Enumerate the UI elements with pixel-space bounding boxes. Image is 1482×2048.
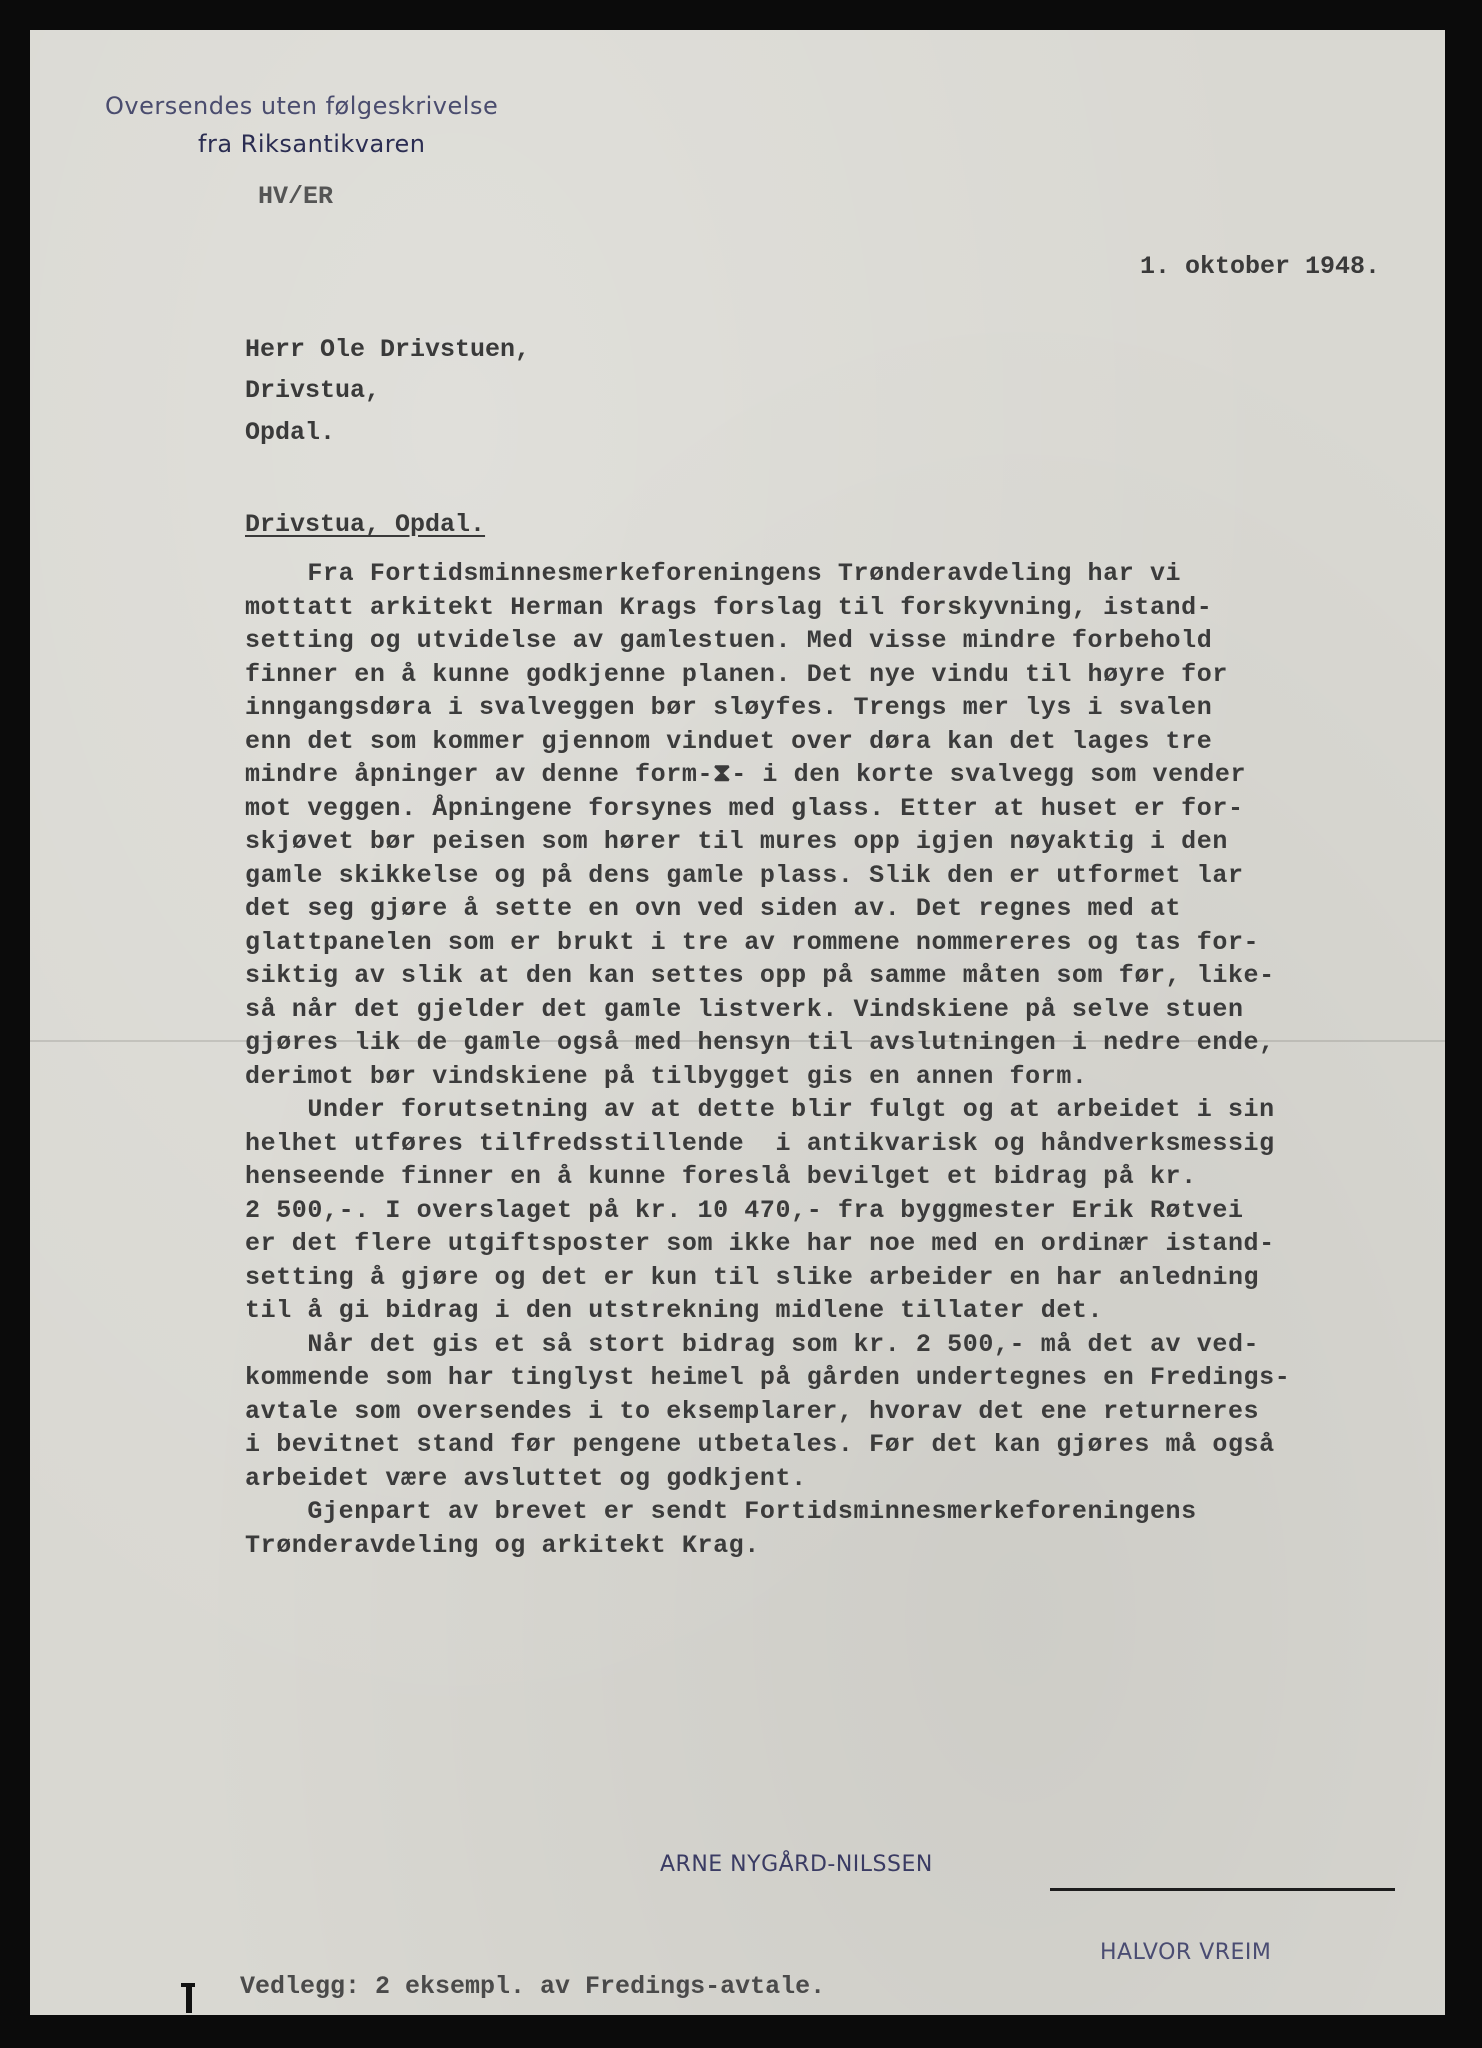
address-line-2: Drivstua, bbox=[245, 376, 381, 405]
edge-mark bbox=[181, 1983, 195, 1987]
signature-stamp-left: ARNE NYGÅRD-NILSSEN bbox=[660, 1852, 933, 1877]
body-line: gjøres lik de gamle også med hensyn til avslutningen i nedre ende, bbox=[245, 1028, 1275, 1057]
address-line-1: Herr Ole Drivstuen, bbox=[245, 335, 531, 364]
body-line: finner en å kunne godkjenne planen. Det nye vindu til høyre for bbox=[245, 659, 1228, 689]
body-line: Når det gis et så stort bidrag som kr. 2 500,- må det av ved- bbox=[245, 1329, 1260, 1359]
body-line: helhet utføres tilfredsstillende i antikvarisk og håndverksmessig bbox=[245, 1128, 1275, 1158]
letter-body bbox=[245, 557, 1375, 1562]
address-line-3: Opdal. bbox=[245, 418, 336, 447]
edge-mark bbox=[186, 1987, 192, 2013]
stamp-line-2: fra Riksantikvaren bbox=[198, 130, 426, 158]
letter-date: 1. oktober 1948. bbox=[1140, 252, 1381, 281]
body-line: henseende finner en å kunne foreslå bevilget et bidrag på kr. bbox=[245, 1162, 1197, 1191]
body-line: avtale som oversendes i to eksemplarer, hvorav det ene returneres bbox=[245, 1396, 1260, 1426]
stamp-line-1: Oversendes uten følgeskrivelse bbox=[105, 92, 499, 120]
letter-page bbox=[30, 30, 1445, 2015]
body-line: Under forutsetning av at dette blir fulgt og at arbeidet i sin bbox=[245, 1095, 1275, 1124]
body-line: arbeidet være avsluttet og godkjent. bbox=[245, 1463, 807, 1493]
body-line: så når det gjelder det gamle listverk. Vindskiene på selve stuen bbox=[245, 994, 1244, 1024]
body-line: kommende som har tinglyst heimel på gården undertegnes en Fredings- bbox=[245, 1363, 1291, 1392]
reference-code: HV/ER bbox=[258, 182, 334, 211]
body-line: inngangsdøra i svalveggen bør sløyfes. Trengs mer lys i svalen bbox=[245, 693, 1213, 722]
body-line: gamle skikkelse og på dens gamle plass. Slik den er utformet lar bbox=[245, 860, 1244, 890]
signature-stamp-right: HALVOR VREIM bbox=[1100, 1940, 1272, 1965]
body-line: setting og utvidelse av gamlestuen. Med visse mindre forbehold bbox=[245, 626, 1213, 655]
body-line: mottatt arkitekt Herman Krags forslag til forskyvning, istand- bbox=[245, 592, 1213, 622]
body-line: i bevitnet stand før pengene utbetales. Før det kan gjøres må også bbox=[245, 1430, 1275, 1459]
body-line: 2 500,-. I overslaget på kr. 10 470,- fra byggmester Erik Røtvei bbox=[245, 1195, 1244, 1225]
body-line: enn det som kommer gjennom vinduet over døra kan det lages tre bbox=[245, 726, 1213, 756]
body-line: glattpanelen som er brukt i tre av rommene nommereres og tas for- bbox=[245, 927, 1260, 957]
body-line: er det flere utgiftsposter som ikke har noe med en ordinær istand- bbox=[245, 1229, 1275, 1258]
body-line: mot veggen. Åpningene forsynes med glass. Etter at huset er for- bbox=[245, 793, 1244, 823]
enclosure-note: Vedlegg: 2 eksempl. av Fredings-avtale. bbox=[240, 1972, 826, 2001]
subject-line: Drivstua, Opdal. bbox=[245, 510, 486, 539]
body-line: derimot bør vindskiene på tilbygget gis en annen form. bbox=[245, 1061, 1088, 1091]
body-line: Fra Fortidsminnesmerkeforeningens Trønderavdeling har vi bbox=[245, 559, 1182, 588]
body-line: Gjenpart av brevet er sendt Fortidsminnesmerkeforeningens bbox=[245, 1497, 1197, 1526]
body-line: setting å gjøre og det er kun til slike arbeider en har anledning bbox=[245, 1262, 1260, 1292]
body-line: til å gi bidrag i den utstrekning midlene tillater det. bbox=[245, 1296, 1104, 1325]
body-line: Trønderavdeling og arkitekt Krag. bbox=[245, 1530, 760, 1560]
body-line: det seg gjøre å sette en ovn ved siden av. Det regnes med at bbox=[245, 894, 1182, 923]
body-line: siktig av slik at den kan settes opp på samme måten som før, like- bbox=[245, 961, 1275, 990]
body-line: mindre åpninger av denne form-⧗- i den korte svalvegg som vender bbox=[245, 760, 1247, 789]
signature-line bbox=[1050, 1888, 1395, 1891]
body-line: skjøvet bør peisen som hører til mures opp igjen nøyaktig i den bbox=[245, 827, 1228, 856]
